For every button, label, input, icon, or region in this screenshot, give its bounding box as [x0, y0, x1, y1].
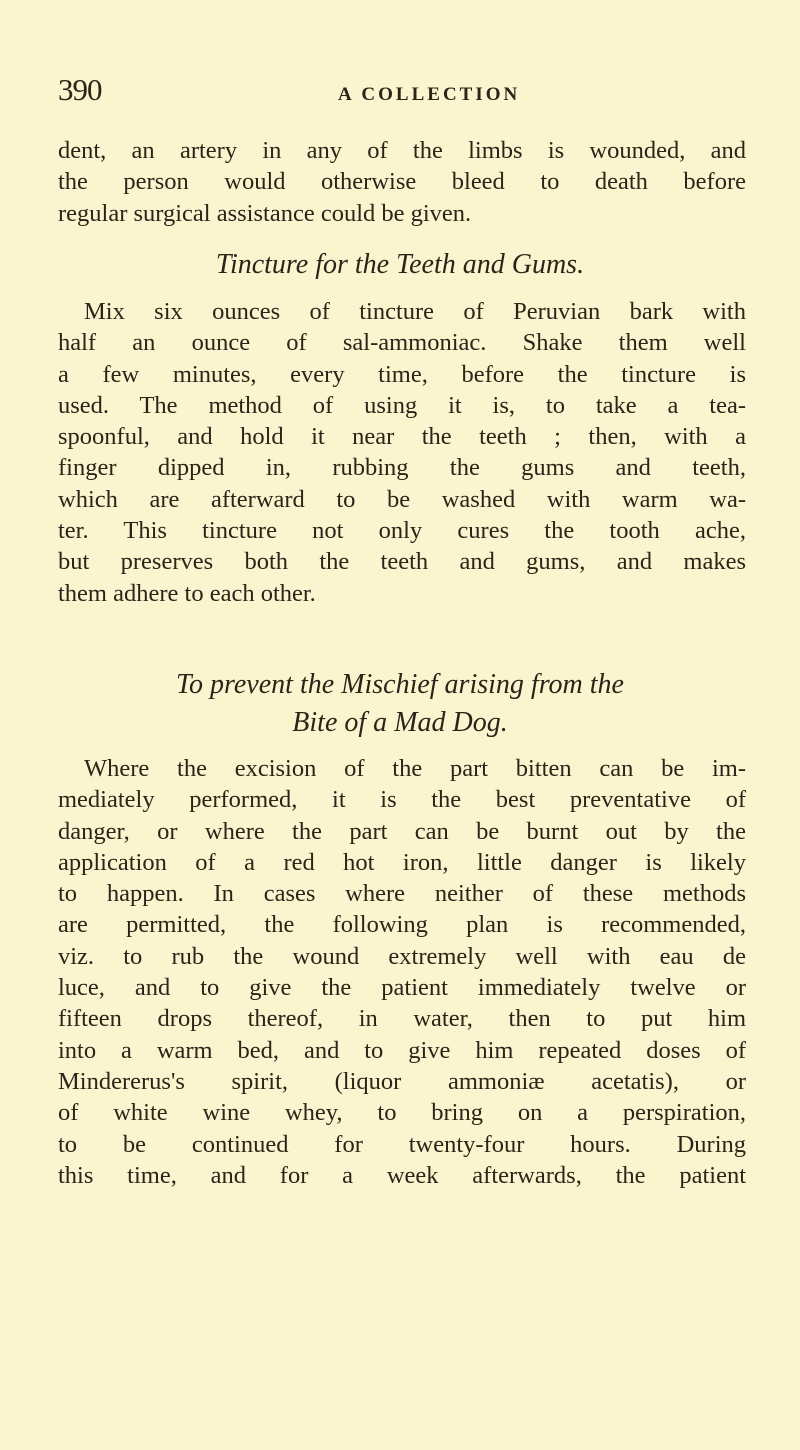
mad-dog-paragraph [58, 753, 746, 1191]
text-line: mediately performed, it is the best preventative of [58, 786, 746, 814]
text-line: into a warm bed, and to give him repeated doses of [58, 1036, 746, 1064]
text-line: viz. to rub the wound extremely well with eau de [58, 942, 746, 970]
text-line: Mix six ounces of tincture of Peruvian bark with [84, 298, 746, 325]
text-line: them adhere to each other. [58, 579, 316, 607]
text-line: luce, and to give the patient immediately twelve or [58, 974, 746, 1002]
text-line: application of a red hot iron, little danger is likely [58, 848, 746, 876]
text-line: to happen. In cases where neither of these methods [58, 880, 746, 908]
text-line: dent, an artery in any of the limbs is wounded, and [58, 137, 746, 164]
section-heading-mad-dog-line2: Bite of a Mad Dog. [292, 707, 508, 738]
section-heading-tincture: Tincture for the Teeth and Gums. [215, 249, 585, 280]
text-line: which are afterward to be washed with warm wa- [58, 485, 746, 513]
intro-paragraph [58, 135, 746, 229]
text-line: Where the excision of the part bitten can be im- [84, 755, 746, 782]
text-line: danger, or where the part can be burnt out by the [58, 817, 746, 845]
text-line: used. The method of using it is, to take a tea- [58, 391, 746, 419]
text-line: fifteen drops thereof, in water, then to put him [58, 1005, 746, 1033]
running-head [58, 72, 748, 112]
page-number: 390 [58, 72, 102, 107]
text-line: but preserves both the teeth and gums, and makes [58, 548, 746, 576]
text-line: to be continued for twenty-four hours. During [58, 1130, 746, 1158]
running-title: A COLLECTION [338, 84, 521, 105]
text-line: the person would otherwise bleed to death before [58, 168, 746, 196]
text-line: half an ounce of sal-ammoniac. Shake them well [58, 329, 746, 357]
section-heading-mad-dog-line1: To prevent the Mischief arising from the [176, 669, 624, 700]
text-line: this time, and for a week afterwards, the patient [58, 1161, 746, 1189]
text-line: are permitted, the following plan is recommended, [58, 911, 746, 939]
text-line: of white wine whey, to bring on a perspiration, [58, 1099, 746, 1127]
text-line: regular surgical assistance could be given. [58, 199, 472, 227]
text-line: ter. This tincture not only cures the tooth ache, [58, 517, 746, 545]
text-line: spoonful, and hold it near the teeth ; then, with a [58, 423, 746, 451]
text-line: finger dipped in, rubbing the gums and teeth, [58, 454, 746, 482]
text-line: a few minutes, every time, before the tincture is [58, 360, 746, 388]
tincture-paragraph [58, 296, 746, 609]
text-line: Mindererus's spirit, (liquor ammoniæ acetatis), or [58, 1067, 746, 1095]
